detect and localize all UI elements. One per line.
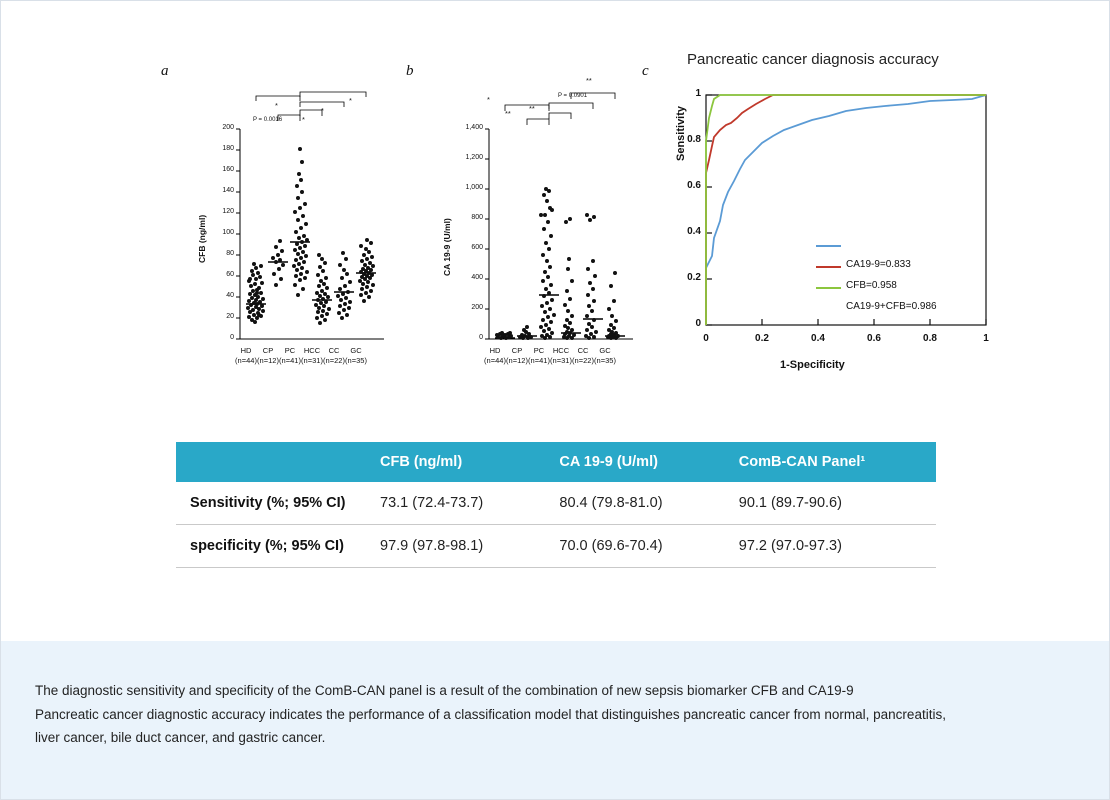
panel-a-ytick-200: 200	[222, 124, 234, 131]
specificity-cfb: 97.9 (97.8-98.1)	[366, 525, 545, 568]
roc-chart-title: Pancreatic cancer diagnosis accuracy	[687, 51, 939, 68]
roc-ytick-0: 0	[695, 318, 701, 329]
panel-b-ytick-1000: 1,000	[465, 184, 483, 191]
roc-svg	[661, 83, 1001, 353]
footnote-line-2: Pancreatic cancer diagnostic accuracy indicates the performance of a classification model that distinguishes pancreatic cancer from normal, pancreatitis,	[35, 706, 946, 722]
roc-x-axis-title: 1-Specificity	[780, 359, 845, 371]
roc-chart	[661, 83, 1001, 353]
panel-a-sig-4: *	[321, 106, 324, 115]
roc-xtick-06: 0.6	[867, 333, 881, 344]
panel-a-cnt-cp: (n=12)	[257, 356, 279, 365]
panel-b-cat-hcc: HCC	[552, 346, 570, 355]
table-header-cfb: CFB (ng/ml)	[366, 442, 545, 482]
panel-a-label: a	[161, 63, 169, 79]
panel-b-label: b	[406, 63, 414, 79]
footnote-panel	[1, 641, 1109, 799]
panel-b-cat-cc: CC	[577, 346, 589, 355]
table-header-ca199: CA 19-9 (U/ml)	[545, 442, 724, 482]
panel-a-ytick-0: 0	[230, 334, 234, 341]
panel-a-ytick-120: 120	[222, 208, 234, 215]
panel-b-y-axis-title: CA 19-9 (U/ml)	[442, 218, 452, 276]
panel-b-cnt-pc: (n=41)	[528, 356, 550, 365]
panel-a-y-axis-title: CFB (ng/ml)	[197, 214, 207, 263]
panel-b-ytick-1200: 1,200	[465, 154, 483, 161]
panel-b-ytick-200: 200	[471, 304, 483, 311]
sensitivity-panel: 90.1 (89.7-90.6)	[725, 482, 936, 525]
footnote-line-3: liver cancer, bile duct cancer, and gastric cancer.	[35, 730, 326, 746]
panel-b-sig-2: **	[505, 109, 511, 118]
table-header	[176, 442, 936, 482]
sensitivity-cfb: 73.1 (72.4-73.7)	[366, 482, 545, 525]
panel-a-cnt-cc: (n=22)	[323, 356, 345, 365]
roc-ytick-04: 0.4	[687, 226, 701, 237]
panel-a-ytick-180: 180	[222, 145, 234, 152]
row-label-specificity: specificity (%; 95% CI)	[176, 525, 366, 568]
panel-b-cnt-cc: (n=22)	[572, 356, 594, 365]
panel-a-ytick-100: 100	[222, 229, 234, 236]
panel-a-cat-pc: PC	[284, 346, 296, 355]
roc-legend-ca199: CA19-9=0.833	[846, 259, 911, 270]
panel-a-cnt-hd: (n=44)	[235, 356, 257, 365]
panel-a-sig-1: *	[275, 101, 278, 110]
table-header-blank	[176, 442, 366, 482]
roc-y-axis-title: Sensitivity	[675, 105, 687, 161]
panel-a-ytick-160: 160	[222, 166, 234, 173]
table-header-panel: ComB-CAN Panel¹	[725, 442, 936, 482]
roc-legend-combo: CA19-9+CFB=0.986	[846, 301, 937, 312]
roc-xtick-10: 1	[983, 333, 989, 344]
panel-a-ytick-20: 20	[226, 313, 234, 320]
panel-a-cnt-gc: (n=35)	[345, 356, 367, 365]
roc-ytick-06: 0.6	[687, 180, 701, 191]
row-label-sensitivity: Sensitivity (%; 95% CI)	[176, 482, 366, 525]
panel-b-cat-cp: CP	[511, 346, 523, 355]
footnote-line-1: The diagnostic sensitivity and specificity of the ComB-CAN panel is a result of the combination of new sepsis biomarker CFB and CA19-9	[35, 683, 854, 698]
panel-b-cnt-cp: (n=12)	[506, 356, 528, 365]
panel-a-ytick-140: 140	[222, 187, 234, 194]
specificity-panel: 97.2 (97.0-97.3)	[725, 525, 936, 568]
panel-b-ytick-1400: 1,400	[465, 124, 483, 131]
table-row	[176, 482, 936, 525]
specificity-ca199: 70.0 (69.6-70.4)	[545, 525, 724, 568]
panel-b-ytick-600: 600	[471, 244, 483, 251]
roc-xtick-0: 0	[703, 333, 709, 344]
panel-c-label: c	[642, 63, 649, 79]
results-table	[176, 442, 936, 568]
panel-a-cat-cc: CC	[328, 346, 340, 355]
panel-b-sig-p: P = 0.0901	[558, 93, 588, 99]
panel-b-cat-gc: GC	[599, 346, 611, 355]
panel-a-cnt-pc: (n=41)	[279, 356, 301, 365]
roc-ytick-02: 0.2	[687, 272, 701, 283]
panel-b-cat-hd: HD	[489, 346, 501, 355]
roc-xtick-08: 0.8	[923, 333, 937, 344]
panel-a-cat-hd: HD	[240, 346, 252, 355]
panel-b-ytick-400: 400	[471, 274, 483, 281]
panel-b-cnt-hcc: (n=31)	[550, 356, 572, 365]
roc-xtick-04: 0.4	[811, 333, 825, 344]
panel-b-sig-3: **	[529, 104, 535, 113]
panel-a-cat-gc: GC	[350, 346, 362, 355]
roc-ytick-08: 0.8	[687, 134, 701, 145]
panel-a-sig-5: *	[349, 96, 352, 105]
panel-a-ytick-40: 40	[226, 292, 234, 299]
table-header-row	[176, 442, 936, 482]
roc-xtick-02: 0.2	[755, 333, 769, 344]
panel-b-cnt-hd: (n=44)	[484, 356, 506, 365]
sensitivity-ca199: 80.4 (79.8-81.0)	[545, 482, 724, 525]
panel-a-ytick-60: 60	[226, 271, 234, 278]
panel-a-cnt-hcc: (n=31)	[301, 356, 323, 365]
panel-a-ytick-80: 80	[226, 250, 234, 257]
roc-ytick-10: 1	[695, 88, 701, 99]
panel-a-cat-cp: CP	[262, 346, 274, 355]
panel-a-sig-p: P = 0.0016	[253, 117, 283, 123]
roc-legend-cfb: CFB=0.958	[846, 280, 897, 291]
panel-a-sig-3: *	[302, 115, 305, 124]
panel-b-sig-5: **	[586, 76, 592, 85]
table-body	[176, 482, 936, 568]
panel-b-sig-1: *	[487, 95, 490, 104]
panel-b-cnt-gc: (n=35)	[594, 356, 616, 365]
panel-a-cat-hcc: HCC	[303, 346, 321, 355]
panel-b-ytick-0: 0	[479, 334, 483, 341]
panel-b-ytick-800: 800	[471, 214, 483, 221]
table-row	[176, 525, 936, 568]
panel-b-cat-pc: PC	[533, 346, 545, 355]
